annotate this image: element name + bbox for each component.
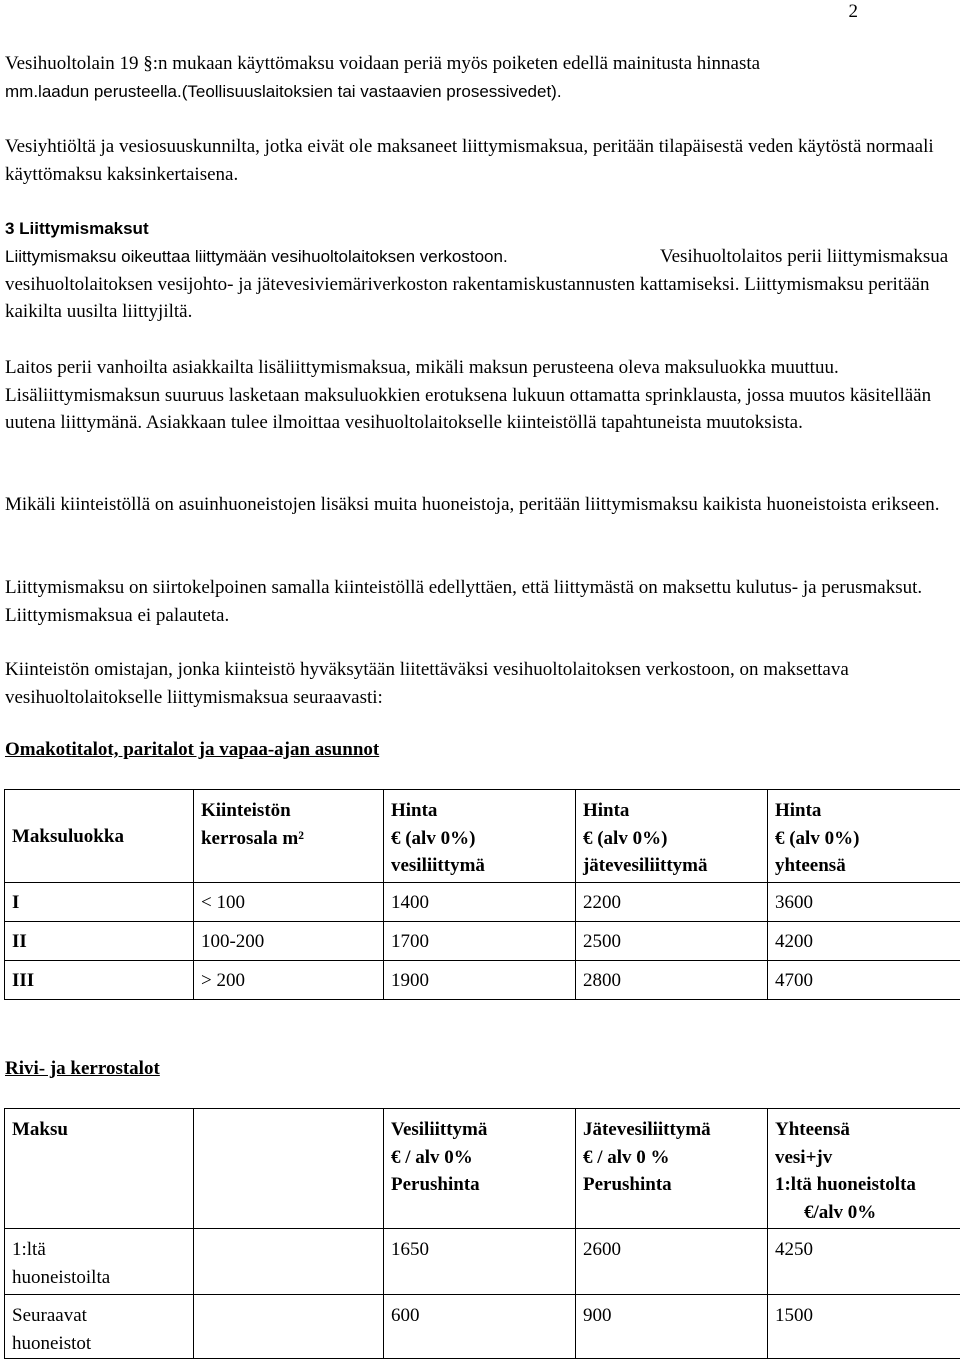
table-row	[5, 1295, 960, 1359]
section-heading: 3 Liittymismaksut	[5, 219, 149, 238]
paragraph-line: mm.laadun perusteella.(Teollisuuslaitoksien tai vastaavien prosessivedet).	[5, 81, 562, 101]
cell-kerrosala: > 200	[193, 961, 383, 1000]
cell-maksu	[5, 1229, 194, 1295]
header-text: Hinta	[774, 800, 822, 821]
page-number: 2	[848, 1, 858, 22]
cell-vesiliittyma: 1700	[383, 922, 575, 961]
paragraph-text: Mikäli kiinteistöllä on asuinhuoneistojen lisäksi muita huoneistoja, peritään liittymismaksu kaikista huoneistoista erikseen.	[5, 494, 940, 515]
table-row	[5, 1229, 960, 1295]
header-yhteensa	[767, 790, 960, 883]
cell-text: Seuraavat	[12, 1305, 87, 1326]
header-text: Yhteensä	[774, 1119, 850, 1140]
cell-jatevesiliittyma: 2200	[575, 883, 767, 922]
header-text: € / alv 0 %	[582, 1146, 670, 1168]
cell-empty	[193, 1229, 383, 1295]
header-vesiliittyma	[383, 790, 575, 883]
header-text: Jätevesiliittymä	[582, 1119, 711, 1140]
cell-maksuluokka: I	[5, 883, 194, 922]
paragraph-muut-huoneistot	[5, 491, 955, 519]
cell-maksu	[5, 1295, 194, 1359]
cell-text: huoneistoilta	[12, 1266, 111, 1288]
table-rivi-kerrostalot	[4, 1108, 960, 1359]
paragraph-text: Liittymismaksu on siirtokelpoinen samalla kiinteistöllä edellyttäen, että liittymästä on maksettu kulutus- ja perusmaksut. Liittymismaksua ei palauteta.	[5, 577, 923, 626]
table2-title: Rivi- ja kerrostalot	[5, 1058, 160, 1079]
table1-title: Omakotitalot, paritalot ja vapaa-ajan asunnot	[5, 739, 380, 760]
cell-jatevesiliittyma: 2800	[575, 961, 767, 1000]
header-text: € (alv 0%)	[774, 827, 860, 849]
header-text: Perushinta	[390, 1174, 480, 1195]
header-text: € (alv 0%)	[582, 827, 668, 849]
paragraph-text: Vesihuoltolaitos perii liittymismaksua vesihuoltolaitoksen vesijohto- ja jätevesiviemäriverkoston rakentamiskustannusten kattamiseksi. Liittymismaksu peritään kaikilta uusilta liittyjiltä.	[5, 246, 949, 322]
paragraph-kiinteiston-omistaja	[5, 656, 955, 711]
header-text: kerrosala m²	[200, 827, 304, 849]
header-vesiliittyma	[383, 1109, 575, 1229]
cell-vesiliittyma: 1400	[383, 883, 575, 922]
cell-empty	[193, 1295, 383, 1359]
cell-yhteensa: 4200	[767, 922, 960, 961]
header-kerrosala	[193, 790, 383, 883]
cell-yhteensa: 4250	[767, 1229, 960, 1295]
cell-text: huoneistot	[12, 1332, 92, 1354]
cell-vesiliittyma: 1650	[383, 1229, 575, 1295]
table-omakotitalot	[4, 789, 960, 1000]
header-text: Hinta	[582, 800, 630, 821]
header-text: Perushinta	[582, 1174, 672, 1195]
table-header-row	[5, 790, 960, 883]
header-text: vesi+jv	[774, 1146, 833, 1168]
header-text: €/alv 0%	[803, 1201, 877, 1223]
header-text: Hinta	[390, 800, 438, 821]
cell-yhteensa: 1500	[767, 1295, 960, 1359]
cell-kerrosala: 100-200	[193, 922, 383, 961]
header-yhteensa	[767, 1109, 960, 1229]
header-text: Vesiliittymä	[390, 1119, 488, 1140]
table-row	[5, 883, 960, 922]
header-maksu	[5, 1109, 194, 1229]
table-row	[5, 922, 960, 961]
paragraph-text: Laitos perii vanhoilta asiakkailta lisäliittymismaksua, mikäli maksun perusteena oleva maksuluokka muuttuu. Lisäliittymismaksun suuruus lasketaan maksuluokkien erotuksena lukuun ottamatta sprinklausta, jossa muutos käsitellään uutena liittymänä. Asiakkaan tulee ilmoittaa vesihuoltolaitokselle kiinteistöllä tapahtuneista muutoksista.	[5, 357, 932, 433]
paragraph-text: Vesiyhtiöltä ja vesiosuuskunnilta, jotka eivät ole maksaneet liittymismaksua, peritään tilapäisestä veden käytöstä normaali käyttömaksu kaksinkertaisena.	[5, 136, 934, 185]
header-text: vesiliittymä	[390, 855, 485, 876]
cell-kerrosala: < 100	[193, 883, 383, 922]
header-empty	[193, 1109, 383, 1229]
cell-maksuluokka: III	[5, 961, 194, 1000]
header-jatevesiliittyma	[575, 1109, 767, 1229]
header-text: € (alv 0%)	[390, 827, 476, 849]
section-intro: Liittymismaksu oikeuttaa liittymään vesihuoltolaitoksen verkostoon.	[5, 246, 508, 266]
table-header-row	[5, 1109, 960, 1229]
paragraph-vesiyhtiot	[5, 133, 940, 188]
cell-vesiliittyma: 600	[383, 1295, 575, 1359]
paragraph-siirtokelpoinen	[5, 574, 955, 629]
paragraph-liittymismaksu-peritaan	[5, 243, 955, 326]
table-row	[5, 961, 960, 1000]
header-text: yhteensä	[774, 855, 846, 876]
cell-jatevesiliittyma: 2600	[575, 1229, 767, 1295]
header-text: Maksuluokka	[12, 826, 124, 848]
cell-yhteensa: 4700	[767, 961, 960, 1000]
paragraph-lisaliittymismaksu	[5, 354, 955, 437]
header-text: Maksu	[12, 1119, 68, 1140]
cell-text: 1:ltä	[12, 1239, 46, 1260]
cell-yhteensa: 3600	[767, 883, 960, 922]
cell-jatevesiliittyma: 2500	[575, 922, 767, 961]
header-text: 1:ltä huoneistolta	[774, 1174, 916, 1195]
cell-jatevesiliittyma: 900	[575, 1295, 767, 1359]
paragraph-line: Vesihuoltolain 19 §:n mukaan käyttömaksu voidaan periä myös poiketen edellä mainitusta hinnasta	[5, 53, 761, 74]
header-text: jätevesiliittymä	[582, 855, 708, 876]
cell-vesiliittyma: 1900	[383, 961, 575, 1000]
header-text: Kiinteistön	[200, 800, 291, 821]
header-maksuluokka	[5, 790, 194, 883]
cell-maksuluokka: II	[5, 922, 194, 961]
header-text: € / alv 0%	[390, 1146, 473, 1168]
paragraph-text: Kiinteistön omistajan, jonka kiinteistö hyväksytään liitettäväksi vesihuoltolaitoksen verkostoon, on maksettava vesihuoltolaitokselle liittymismaksua seuraavasti:	[5, 659, 849, 708]
header-jatevesiliittyma	[575, 790, 767, 883]
paragraph-vesihuoltolaki	[5, 50, 955, 105]
